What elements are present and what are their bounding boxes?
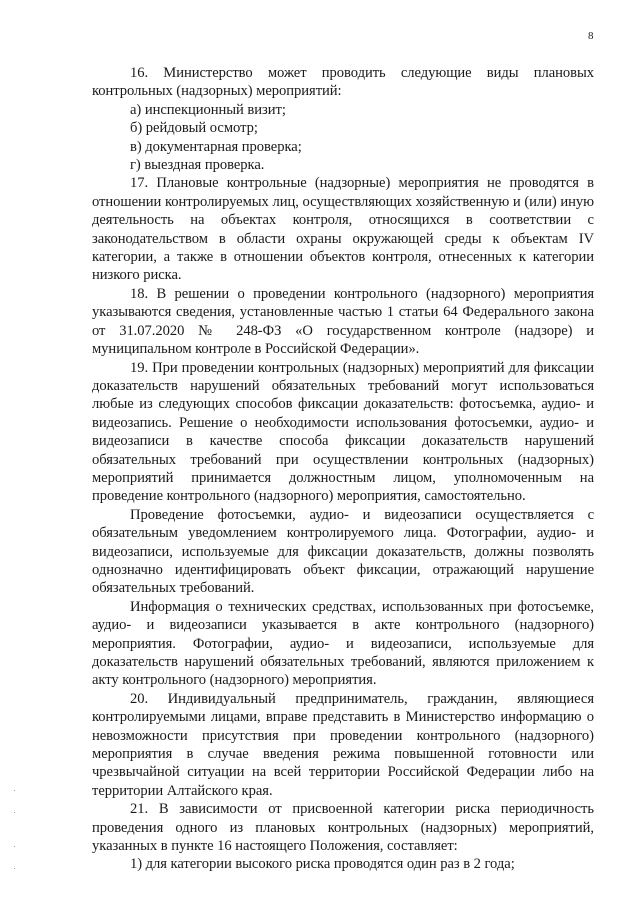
scan-speck <box>14 790 15 791</box>
list-item-g: г) выездная проверка. <box>130 157 265 174</box>
paragraph-19: 19. При проведении контрольных (надзорных) мероприятий для фиксации доказательств нарушений обязательных требований могут использоваться любые из следующих способов фиксации доказательств: фотосъемка, аудио- и видеозапись. Решение о необходимости использования фотосъемки, аудио- и видеозаписи в качестве способа фиксации доказательств нарушений обязательных требований при осуществлении контрольных (надзорных) мероприятий принимается должностным лицом, уполномоченным на проведение контрольного (надзорного) мероприятия, самостоятельно. <box>92 359 594 505</box>
paragraph-19-info: Информация о технических средствах, использованных при фотосъемке, аудио- и видеозаписи указывается в акте контрольного (надзорного) мероприятия. Фотографии, аудио- и видеозаписи, используемые для доказательств нарушений обязательных требований, являются приложением к акту контрольного (надзорного) мероприятия. <box>92 598 594 689</box>
document-body <box>92 64 594 874</box>
paragraph-16: 16. Министерство может проводить следующие виды плановых контрольных (надзорных) мероприятий: <box>92 65 594 100</box>
list-item-b: б) рейдовый осмотр; <box>130 120 258 137</box>
scan-speck <box>14 868 15 869</box>
paragraph-21: 21. В зависимости от присвоенной категории риска периодичность проведения одного из плановых контрольных (надзорных) мероприятий, указанных в пункте 16 настоящего Положения, составляет: <box>92 801 594 855</box>
list-item-a: а) инспекционный визит; <box>130 101 286 118</box>
page-number: 8 <box>588 30 594 42</box>
paragraph-19-photo: Проведение фотосъемки, аудио- и видеозаписи осуществляется с обязательным уведомлением контролируемого лица. Фотографии, аудио- и видеозаписи, используемые для фиксации доказательств, должны позволять однозначно идентифицировать объект фиксации, отражающий нарушение обязательных требований. <box>92 506 594 597</box>
scan-speck <box>14 846 15 847</box>
paragraph-21-item-1: 1) для категории высокого риска проводятся один раз в 2 года; <box>130 856 515 873</box>
paragraph-18: 18. В решении о проведении контрольного (надзорного) мероприятия указываются сведения, установленные частью 1 статьи 64 Федерального закона от 31.07.2020 № 248-ФЗ «О государственном контроле (надзоре) и муниципальном контроле в Российской Федерации». <box>92 285 594 358</box>
list-item-v: в) документарная проверка; <box>130 138 302 155</box>
paragraph-17: 17. Плановые контрольные (надзорные) мероприятия не проводятся в отношении контролируемых лиц, осуществляющих хозяйственную и (или) иную деятельность на объектах контроля, относящихся в соответствии с законодательством в области охраны окружающей среды к объектам IV категории, а также в отношении объектов контроля, отнесенных к категории низкого риска. <box>92 175 594 284</box>
paragraph-20: 20. Индивидуальный предприниматель, гражданин, являющиеся контролируемыми лицами, вправе представить в Министерство информацию о невозможности присутствия при проведении контрольного (надзорного) мероприятия в случае введения режима повышенной готовности или чрезвычайной ситуации на всей территории Российской Федерации либо на территории Алтайского края. <box>92 690 594 799</box>
scan-speck <box>14 812 15 813</box>
